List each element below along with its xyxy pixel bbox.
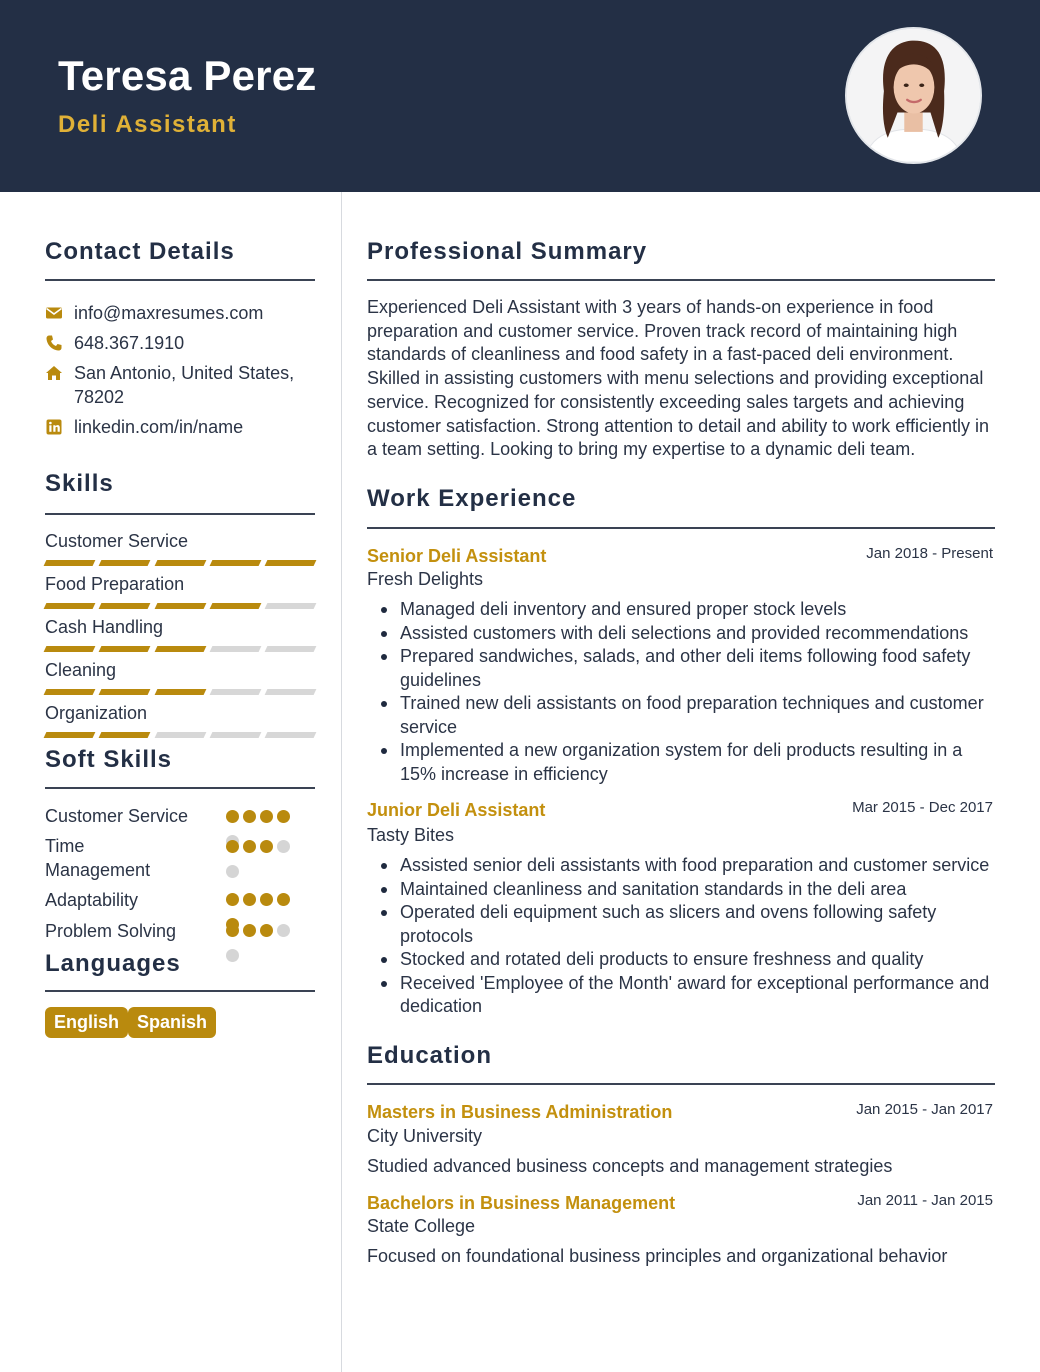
education-description: Studied advanced business concepts and management strategies	[367, 1156, 893, 1176]
skill-bar-segment	[154, 689, 206, 695]
job-date: Jan 2018 - Present	[866, 545, 993, 562]
language-pill: Spanish	[128, 1007, 216, 1038]
summary-section-title: Professional Summary	[367, 238, 648, 265]
job-bullet: Trained new deli assistants on food preparation techniques and customer service	[378, 692, 996, 739]
soft-skill-label: Customer Service	[45, 806, 189, 826]
education-date: Jan 2011 - Jan 2015	[857, 1192, 993, 1209]
job-bullet: Managed deli inventory and ensured proper stock levels	[378, 598, 996, 622]
soft-skill-dot	[277, 924, 290, 937]
skill-level-bar	[45, 689, 315, 695]
soft-skill-dot	[226, 810, 239, 823]
skill-bar-segment	[265, 646, 317, 652]
skill-bar-segment	[209, 560, 261, 566]
soft-skill-dot	[226, 840, 239, 853]
candidate-role: Deli Assistant	[58, 111, 237, 138]
contact-address	[45, 361, 294, 409]
skill-bar-segment	[265, 689, 317, 695]
skill-bar-segment	[154, 560, 206, 566]
job-bullet: Received 'Employee of the Month' award for exceptional performance and dedication	[378, 972, 996, 1019]
soft-skills-section-rule	[45, 787, 315, 789]
skill-bar-segment	[265, 560, 317, 566]
contact-phone[interactable]	[45, 331, 184, 355]
job-bullet: Assisted customers with deli selections and provided recommendations	[378, 622, 996, 646]
skill-bar-segment	[209, 689, 261, 695]
skill-bar-segment	[209, 646, 261, 652]
job-bullets	[378, 598, 996, 786]
education-date: Jan 2015 - Jan 2017	[856, 1101, 993, 1118]
column-divider	[341, 192, 342, 1372]
soft-skill-dot	[260, 840, 273, 853]
languages-section-rule	[45, 990, 315, 992]
address-line-2: 78202	[74, 387, 125, 407]
skill-level-bar	[45, 603, 315, 609]
skill-bar-segment	[99, 560, 151, 566]
linkedin-icon	[45, 418, 63, 436]
contact-section-title: Contact Details	[45, 238, 235, 265]
profile-photo	[845, 27, 982, 164]
candidate-name: Teresa Perez	[58, 52, 317, 99]
skill-level-bar	[45, 646, 315, 652]
envelope-icon	[45, 304, 63, 322]
contact-linkedin[interactable]	[45, 415, 243, 439]
summary-section-rule	[367, 279, 995, 281]
soft-skill-dot	[277, 893, 290, 906]
soft-skill-dot	[226, 924, 239, 937]
skills-section-rule	[45, 513, 315, 515]
soft-skill-dot	[260, 924, 273, 937]
job-company: Tasty Bites	[367, 825, 455, 845]
summary-text: Experienced Deli Assistant with 3 years of hands-on experience in food preparation and customer service. Proven track record of maintaining high standards of cleanliness and food safety in a fast-paced deli environment. Skilled in assisting customers with menu selections and providing exceptional service. Recognized for consistently exceeding sales targets and achieving customer satisfaction. Strong attention to detail and ability to work efficiently in a team setting. Looking to bring my expertise to a dynamic deli team.	[367, 297, 989, 460]
languages-section-title: Languages	[45, 950, 181, 977]
job-company: Fresh Delights	[367, 569, 484, 589]
education-degree: Masters in Business Administration	[367, 1102, 673, 1122]
soft-skill-dot	[277, 810, 290, 823]
skill-bar-segment	[154, 732, 206, 738]
soft-skill-dot	[243, 840, 256, 853]
soft-skill-label: Adaptability	[45, 890, 139, 910]
skill-label: Customer Service	[45, 531, 189, 551]
education-degree: Bachelors in Business Management	[367, 1193, 676, 1213]
job-bullet: Operated deli equipment such as slicers and ovens following safety protocols	[378, 901, 996, 948]
job-bullet: Assisted senior deli assistants with food preparation and customer service	[378, 854, 996, 878]
contact-address-text	[74, 361, 294, 409]
phone-icon	[45, 334, 63, 352]
skill-bar-segment	[265, 732, 317, 738]
contact-email[interactable]	[45, 301, 263, 325]
education-section-title: Education	[367, 1042, 493, 1069]
education-school: City University	[367, 1126, 483, 1146]
skill-level-bar	[45, 732, 315, 738]
soft-skill-dot	[226, 893, 239, 906]
job-bullet: Prepared sandwiches, salads, and other deli items following food safety guidelines	[378, 645, 996, 692]
job-bullet: Implemented a new organization system for deli products resulting in a 15% increase in efficiency	[378, 739, 996, 786]
skill-bar-segment	[44, 646, 96, 652]
home-icon	[45, 364, 63, 382]
education-section-rule	[367, 1083, 995, 1085]
soft-skill-dot	[277, 840, 290, 853]
skill-label: Organization	[45, 703, 148, 723]
skill-bar-segment	[209, 732, 261, 738]
education-description: Focused on foundational business principles and organizational behavior	[367, 1246, 948, 1266]
soft-skill-label: Time Management	[45, 836, 151, 880]
skills-section-title: Skills	[45, 470, 114, 497]
skill-level-bar	[45, 560, 315, 566]
skill-bar-segment	[44, 732, 96, 738]
skill-bar-segment	[99, 603, 151, 609]
soft-skills-section-title: Soft Skills	[45, 746, 173, 773]
resume-header	[0, 0, 1040, 192]
job-title: Junior Deli Assistant	[367, 800, 546, 820]
skill-bar-segment	[99, 646, 151, 652]
address-line-1: San Antonio, United States,	[74, 363, 295, 383]
skill-label: Food Preparation	[45, 574, 185, 594]
contact-linkedin-text[interactable]: linkedin.com/in/name	[74, 417, 244, 437]
experience-section-title: Work Experience	[367, 485, 577, 512]
job-bullet: Stocked and rotated deli products to ensure freshness and quality	[378, 948, 996, 972]
soft-skill-dots	[226, 840, 304, 878]
language-pill: English	[45, 1007, 128, 1038]
skill-bar-segment	[44, 560, 96, 566]
skill-bar-segment	[154, 646, 206, 652]
profile-photo-icon	[847, 29, 980, 162]
soft-skill-dots	[226, 924, 304, 962]
education-school: State College	[367, 1216, 476, 1236]
contact-section-rule	[45, 279, 315, 281]
soft-skill-dot	[243, 924, 256, 937]
soft-skill-dot	[226, 949, 239, 962]
job-bullets	[378, 854, 996, 1019]
contact-phone-text[interactable]: 648.367.1910	[74, 333, 185, 353]
job-title: Senior Deli Assistant	[367, 546, 547, 566]
job-bullet: Maintained cleanliness and sanitation standards in the deli area	[378, 878, 996, 902]
skill-label: Cash Handling	[45, 617, 164, 637]
soft-skill-dot	[226, 865, 239, 878]
soft-skill-dot	[243, 893, 256, 906]
experience-section-rule	[367, 527, 995, 529]
skill-label: Cleaning	[45, 660, 117, 680]
skill-bar-segment	[44, 689, 96, 695]
soft-skill-dot	[243, 810, 256, 823]
skill-bar-segment	[99, 689, 151, 695]
skill-bar-segment	[44, 603, 96, 609]
skill-bar-segment	[99, 732, 151, 738]
contact-email-text[interactable]: info@maxresumes.com	[74, 303, 264, 323]
soft-skill-label: Problem Solving	[45, 921, 177, 941]
job-date: Mar 2015 - Dec 2017	[852, 799, 993, 816]
skill-bar-segment	[265, 603, 317, 609]
soft-skill-dot	[260, 893, 273, 906]
soft-skill-dot	[260, 810, 273, 823]
skill-bar-segment	[209, 603, 261, 609]
skill-bar-segment	[154, 603, 206, 609]
